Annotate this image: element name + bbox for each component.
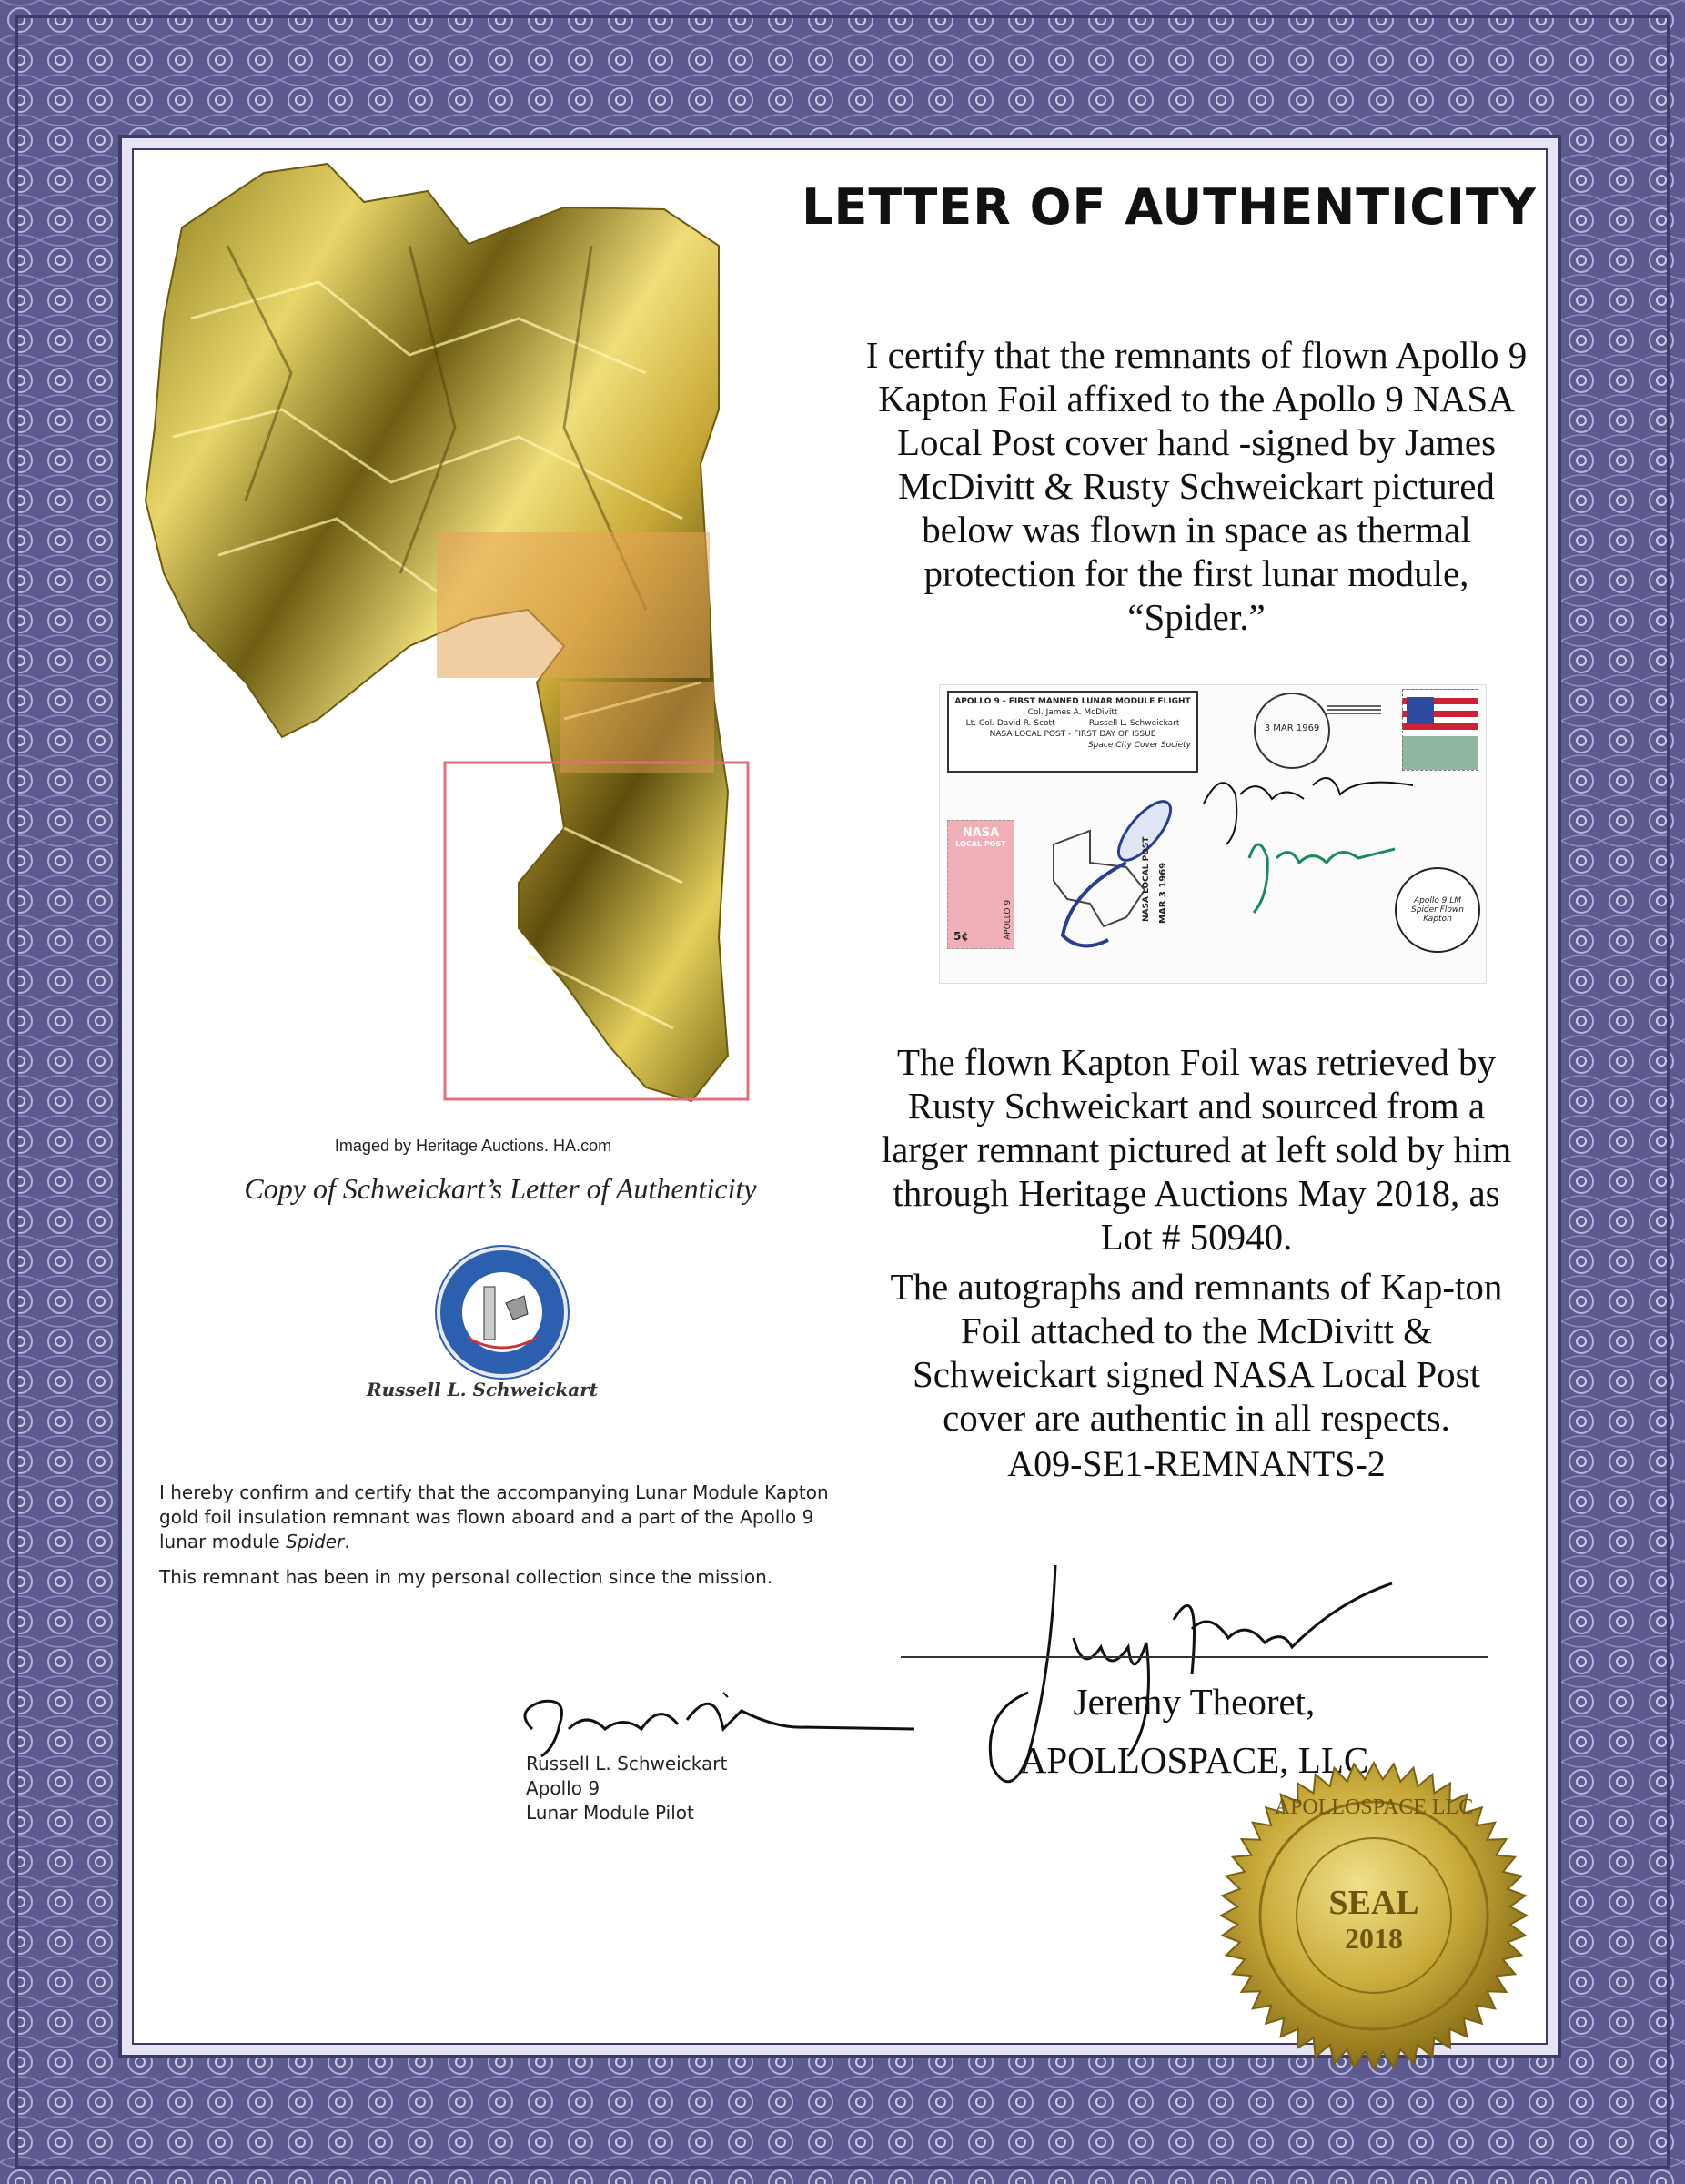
schweickart-signature-block <box>526 1752 853 1825</box>
patch-name: Russell L. Schweickart <box>366 1379 599 1400</box>
astronaut-autographs <box>1186 758 1413 922</box>
signature-line <box>901 1656 1488 1658</box>
cover-crew-1: Col. James A. McDivitt <box>1027 708 1118 717</box>
seal-center-2: 2018 <box>1345 1922 1403 1955</box>
flown-kapton-badge <box>1395 867 1480 953</box>
stamp-local-post: LOCAL POST <box>955 840 1006 848</box>
stamp-nasa: NASA <box>962 826 1000 840</box>
signatory-name: Jeremy Theoret, <box>1073 1681 1316 1723</box>
seal-ring-text: APOLLOSPACE LLC <box>1274 1795 1474 1819</box>
apollo-9-patch <box>437 1247 568 1378</box>
statement-1-c: . <box>344 1531 350 1552</box>
statement-1-spider: Spider <box>286 1531 345 1552</box>
cover-cachet-artwork <box>1017 781 1199 963</box>
cover-society: Space City Cover Society <box>1087 741 1191 750</box>
postmark-cancel-lines <box>1327 703 1381 716</box>
stamp-value: 5¢ <box>953 930 969 943</box>
authenticity-text: The autographs and remnants of Kap-ton Foil attached to the McDivitt & Schweickart signed NASA Local Post cover are authentic in all respects. <box>890 1266 1503 1439</box>
retrieval-text: The flown Kapton Foil was retrieved by Rusty Schweickart and sourced from a larger remnant pictured at left sold by him through Heritage Auctions May 2018, as Lot # 50940. <box>881 1041 1512 1258</box>
cover-vertical-local-post: NASA LOCAL POST <box>1142 836 1151 922</box>
patch-artwork <box>440 1250 564 1374</box>
cover-cachet-box <box>947 691 1198 773</box>
signer-mission: Apollo 9 <box>526 1777 600 1799</box>
signer-name: Russell L. Schweickart <box>526 1753 728 1774</box>
cover-heading: APOLLO 9 - FIRST MANNED LUNAR MODULE FLIGHT <box>954 697 1191 706</box>
page-title: LETTER OF AUTHENTICITY <box>802 178 1537 236</box>
kapton-foil-image <box>136 136 773 1110</box>
schweickart-certification <box>159 1481 851 1554</box>
signer-role: Lunar Module Pilot <box>526 1802 694 1824</box>
certification-text: I certify that the remnants of flown Apollo 9 Kapton Foil affixed to the Apollo 9 NASA Local Post cover hand -signed by James McDivitt & Rusty Schweickart pictured below was flown in space as thermal protection for the first lunar module, “Spider.” <box>865 334 1528 638</box>
signatory-company: APOLLOSPACE, LLC <box>1019 1739 1369 1781</box>
cover-vertical-date: MAR 3 1969 <box>1158 862 1168 924</box>
badge-text: Apollo 9 LM Spider Flown Kapton <box>1411 896 1464 924</box>
cover-post-line: NASA LOCAL POST - FIRST DAY OF ISSUE <box>989 730 1156 739</box>
flag-stamp <box>1402 689 1478 771</box>
left-caption: Copy of Schweickart’s Letter of Authenticity <box>244 1172 757 1205</box>
seal-center-1: SEAL <box>1328 1884 1419 1922</box>
signed-cover-image <box>939 684 1487 984</box>
cover-crew-2: Lt. Col. David R. Scott <box>965 719 1055 728</box>
reference-code: A09-SE1-REMNANTS-2 <box>1007 1443 1386 1484</box>
gold-seal <box>1219 1761 1529 2070</box>
postmark-date: 3 MAR 1969 <box>1264 723 1320 733</box>
cover-vertical-apollo: APOLLO 9 <box>1004 899 1013 940</box>
statement-1-a: I hereby confirm and certify that the accompanying Lunar Module Kapton gold foil insulation remnant was flown aboard and a part of the Apollo 9 lunar module <box>159 1481 829 1552</box>
image-credit: Imaged by Heritage Auctions. HA.com <box>334 1137 612 1155</box>
cover-crew-3: Russell L. Schweickart <box>1088 719 1180 728</box>
schweickart-collection-note: This remnant has been in my personal collection since the mission. <box>159 1566 773 1588</box>
